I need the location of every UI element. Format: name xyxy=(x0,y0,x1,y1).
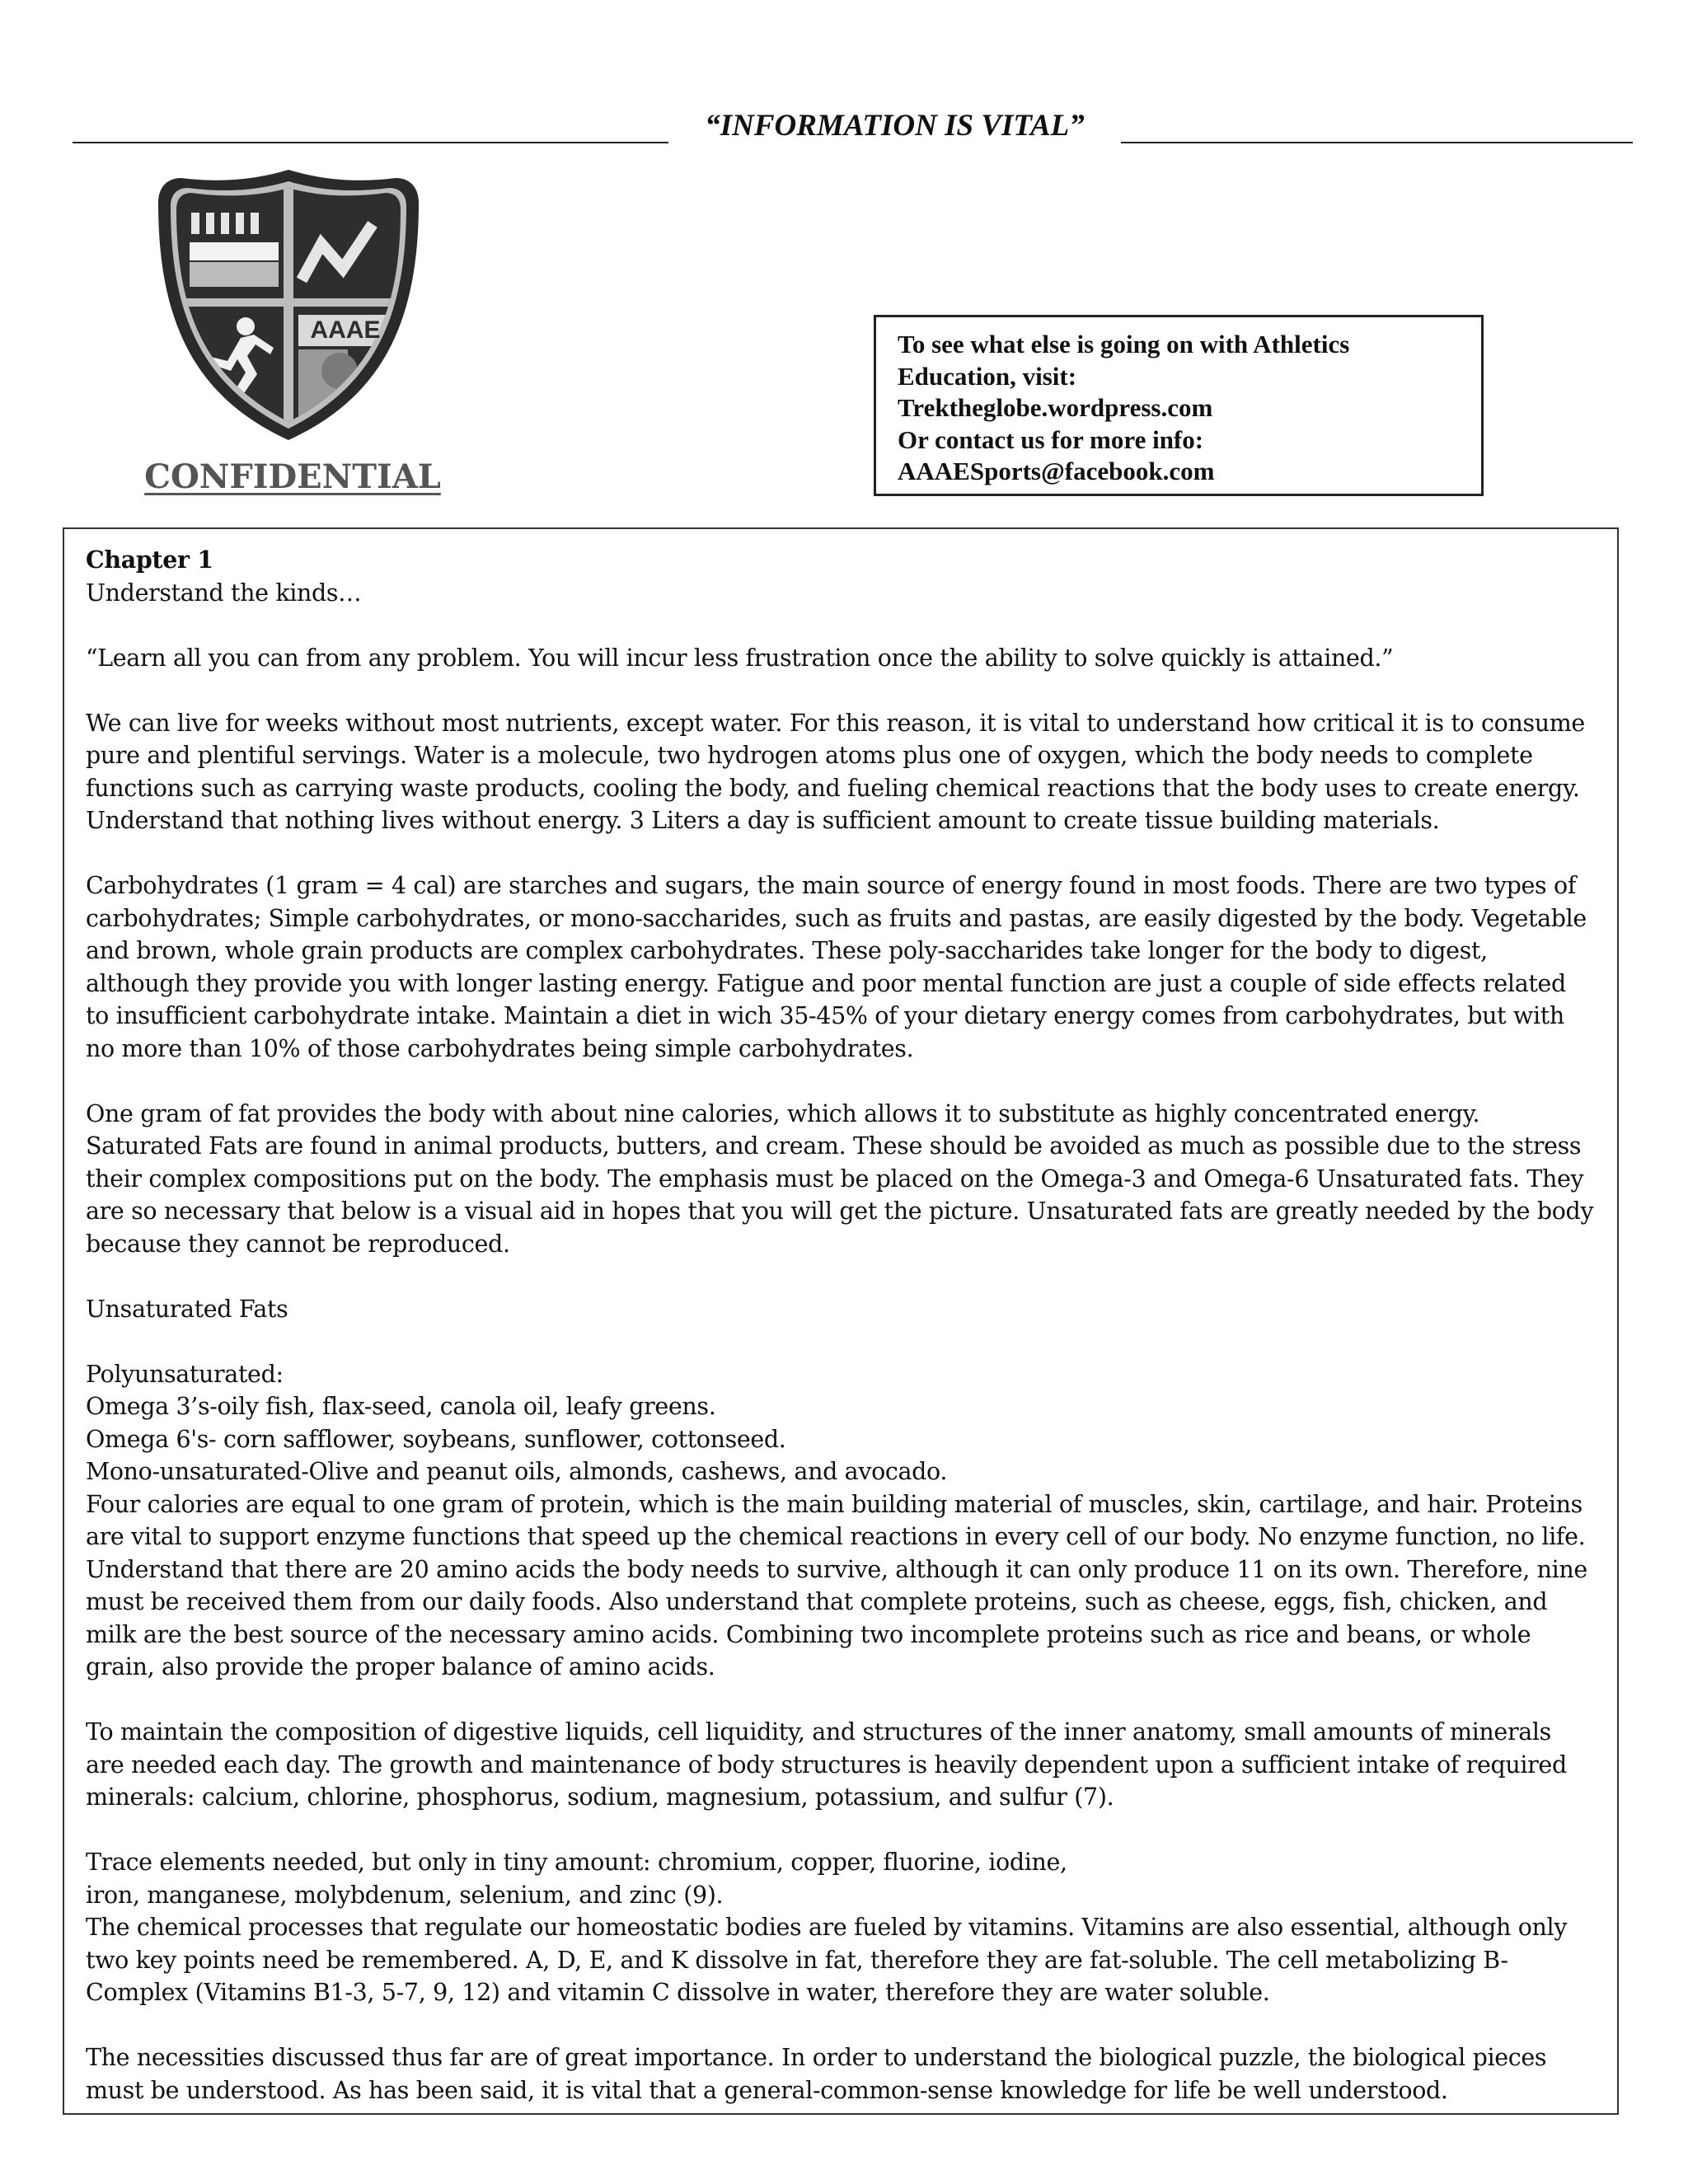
page-header xyxy=(73,105,1556,147)
info-box xyxy=(874,315,1484,496)
paragraph-line: no more than 10% of those carbohydrates being simple carbohydrates. xyxy=(86,1034,914,1062)
paragraph-line: functions such as carrying waste products, cooling the body, and fueling chemical reactions that the body uses to create energy. xyxy=(86,774,1580,802)
paragraph-line: grain, also provide the proper balance of amino acids. xyxy=(86,1653,715,1680)
chapter-subtitle: Understand the kinds… xyxy=(86,579,362,607)
unsaturated-fats-heading-block xyxy=(86,1293,1601,1326)
paragraph-line: carbohydrates; Simple carbohydrates, or mono-saccharides, such as fruits and pastas, are easily digested by the body. Vegetable xyxy=(86,904,1587,932)
closing-paragraph xyxy=(86,2041,1601,2107)
paragraph-line: Understand that nothing lives without energy. 3 Liters a day is sufficient amount to create tissue building materials. xyxy=(86,807,1440,834)
paragraph-line: must be received them from our daily foods. Also understand that complete proteins, such as cheese, eggs, fish, chicken, and xyxy=(86,1588,1548,1615)
paragraph-line: Polyunsaturated: xyxy=(86,1360,284,1388)
paragraph-line: because they cannot be reproduced. xyxy=(86,1230,510,1258)
polyunsaturated-protein-paragraph xyxy=(86,1358,1601,1684)
chapter-title: Chapter 1 xyxy=(86,546,213,574)
confidential-caption: CONFIDENTIAL xyxy=(144,457,441,496)
fats-paragraph xyxy=(86,1098,1601,1261)
paragraph-line: To maintain the composition of digestive liquids, cell liquidity, and structures of the inner anatomy, small amounts of minerals xyxy=(86,1718,1551,1746)
info-line: Education, visit: xyxy=(898,361,1077,391)
paragraph-line: We can live for weeks without most nutrients, except water. For this reason, it is vital to understand how critical it is to consume xyxy=(86,709,1585,737)
chapter-heading-block xyxy=(86,544,1601,609)
header-rule-left xyxy=(73,142,668,143)
logo-badge-text: AAAE xyxy=(310,316,381,344)
paragraph-line: are needed each day. The growth and maintenance of body structures is heavily dependent upon a sufficient intake of required xyxy=(86,1750,1567,1779)
paragraph-line: and brown, whole grain products are complex carbohydrates. These poly-saccharides take longer for the body to digest, xyxy=(86,937,1488,964)
paragraph-line: Understand that there are 20 amino acids the body needs to survive, although it can only produce 11 on its own. Therefore, nine xyxy=(86,1555,1587,1583)
paragraph-line: to insufficient carbohydrate intake. Maintain a diet in wich 35-45% of your dietary energy comes from carbohydrates, but with xyxy=(86,1002,1564,1029)
paragraph-line: The chemical processes that regulate our homeostatic bodies are fueled by vitamins. Vitamins are also essential, although only xyxy=(86,1914,1568,1941)
paragraph-line: The necessities discussed thus far are of great importance. In order to understand the biological puzzle, the biological pieces xyxy=(86,2044,1547,2071)
chapter-content-box xyxy=(63,527,1619,2115)
paragraph-line: although they provide you with longer lasting energy. Fatigue and poor mental function are just a couple of side effects related xyxy=(86,969,1566,997)
paragraph-line: Complex (Vitamins B1-3, 5-7, 9, 12) and vitamin C dissolve in water, therefore they are water soluble. xyxy=(86,1979,1270,2006)
header-rule-right xyxy=(1121,142,1633,143)
paragraph-line: Omega 3’s-oily fish, flax-seed, canola oil, leafy greens. xyxy=(86,1393,716,1420)
minerals-paragraph xyxy=(86,1716,1601,1814)
paragraph-line: are vital to support enzyme functions that speed up the chemical reactions in every cell of our body. No enzyme function, no life. xyxy=(86,1523,1586,1550)
info-facebook: AAAESports@facebook.com xyxy=(898,457,1215,485)
paragraph-line: pure and plentiful servings. Water is a molecule, two hydrogen atoms plus one of oxygen, which the body needs to complete xyxy=(86,742,1533,769)
paragraph-line: Carbohydrates (1 gram = 4 cal) are starches and sugars, the main source of energy found in most foods. There are two types of xyxy=(86,872,1577,899)
paragraph-line: minerals: calcium, chlorine, phosphorus, sodium, magnesium, potassium, and sulfur (7). xyxy=(86,1783,1114,1811)
paragraph-line: Omega 6's- corn safflower, soybeans, sunflower, cottonseed. xyxy=(86,1425,786,1453)
header-title: “INFORMATION IS VITAL” xyxy=(705,109,1085,143)
carbohydrates-paragraph xyxy=(86,869,1601,1065)
paragraph-line: must be understood. As has been said, it is vital that a general-common-sense knowledge for life be well understood. xyxy=(86,2076,1448,2104)
paragraph-line: Saturated Fats are found in animal products, butters, and cream. These should be avoided as much as possible due to the stress xyxy=(86,1132,1582,1160)
paragraph-line: are so necessary that below is a visual aid in hopes that you will get the picture. Unsaturated fats are greatly needed by the body xyxy=(86,1197,1594,1225)
paragraph-line: Mono-unsaturated-Olive and peanut oils, almonds, cashews, and avocado. xyxy=(86,1458,948,1485)
paragraph-line: Four calories are equal to one gram of protein, which is the main building material of muscles, skin, cartilage, and hair. Proteins xyxy=(86,1490,1582,1518)
paragraph-line: two key points need be remembered. A, D, E, and K dissolve in fat, therefore they are fat-soluble. The cell metabolizing B- xyxy=(86,1946,1508,1974)
paragraph-line: Trace elements needed, but only in tiny amount: chromium, copper, fluorine, iodine, xyxy=(86,1849,1067,1876)
info-line: To see what else is going on with Athletics xyxy=(898,330,1350,359)
paragraph-line: iron, manganese, molybdenum, selenium, and zinc (9). xyxy=(86,1881,724,1909)
trace-vitamins-paragraph xyxy=(86,1846,1601,2009)
paragraph-line: One gram of fat provides the body with about nine calories, which allows it to substitute as highly concentrated energy. xyxy=(86,1099,1480,1127)
info-website: Trektheglobe.wordpress.com xyxy=(898,393,1213,422)
info-line: Or contact us for more info: xyxy=(898,424,1204,454)
paragraph-line: their complex compositions put on the body. The emphasis must be placed on the Omega-3 and Omega-6 Unsaturated fats. They xyxy=(86,1165,1584,1193)
quote-text: “Learn all you can from any problem. You will incur less frustration once the ability to solve quickly is attained.” xyxy=(86,644,1394,672)
unsaturated-fats-heading: Unsaturated Fats xyxy=(86,1295,288,1323)
quote-paragraph xyxy=(86,642,1601,675)
water-paragraph xyxy=(86,707,1601,837)
aaae-shield-logo xyxy=(148,165,429,445)
paragraph-line: milk are the best source of the necessary amino acids. Combining two incomplete proteins such as rice and beans, or whole xyxy=(86,1620,1531,1648)
